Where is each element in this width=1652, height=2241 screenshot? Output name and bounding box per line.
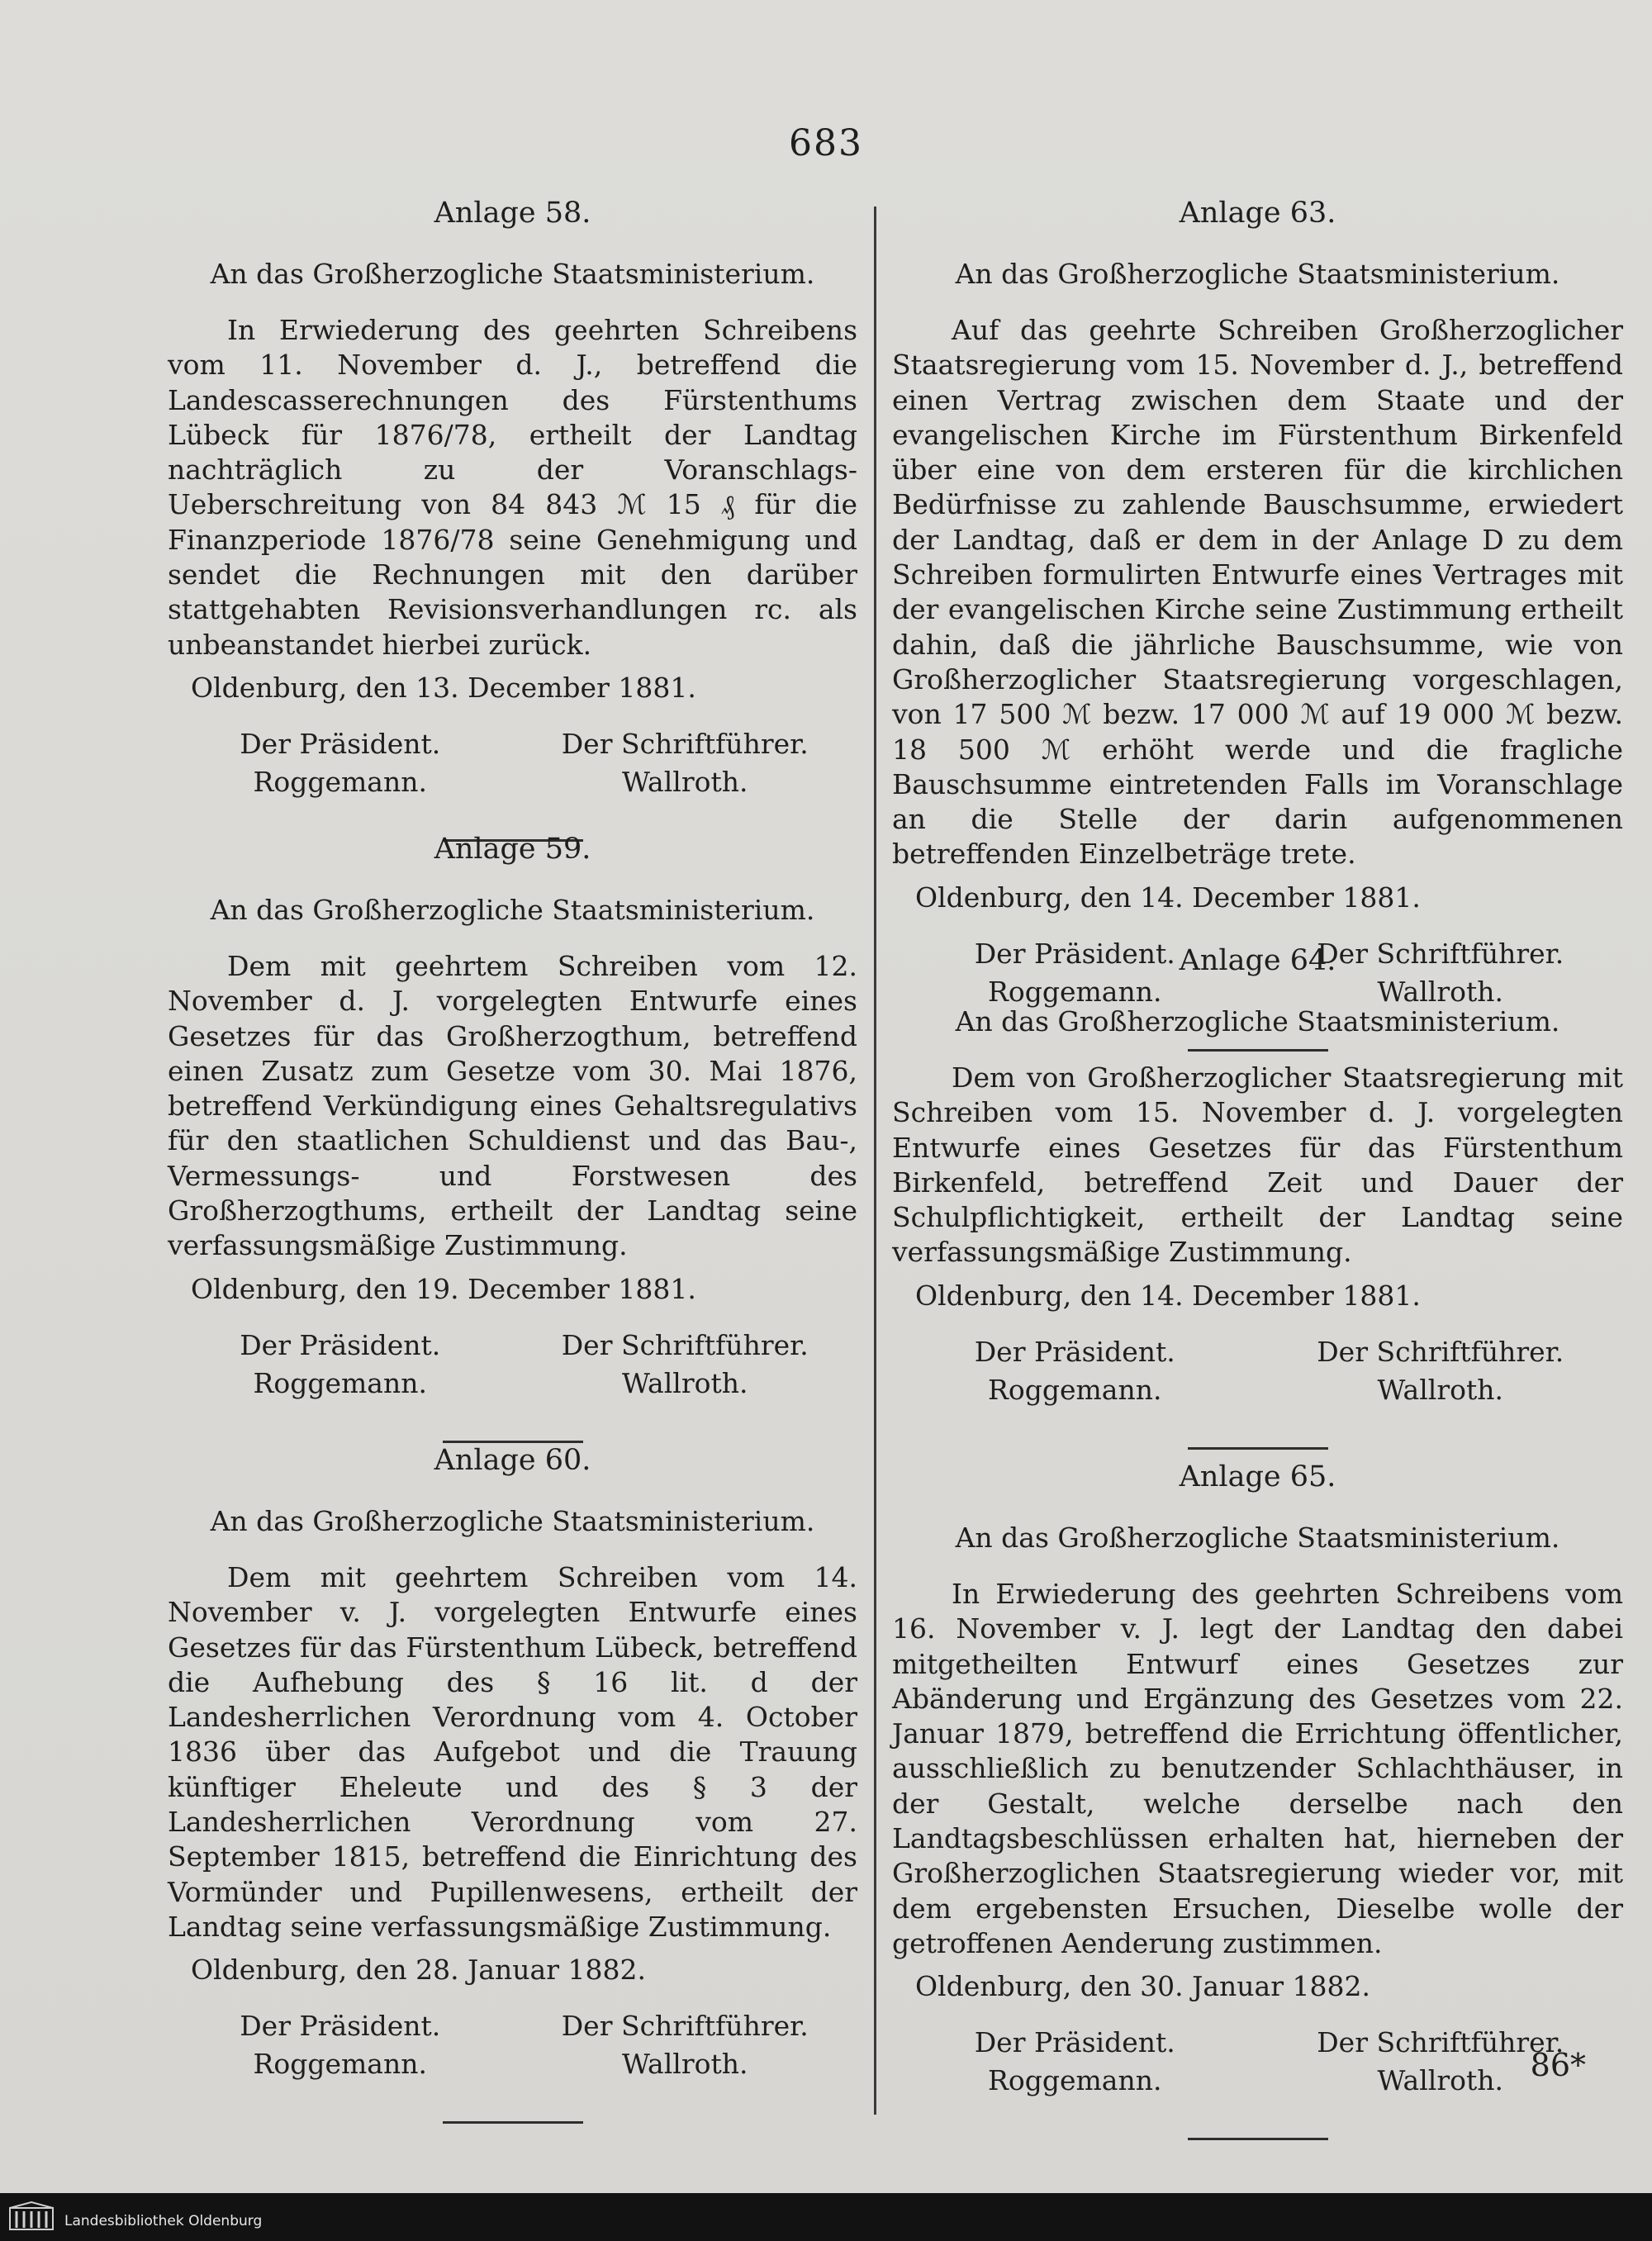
secretary-label: Der Schriftführer. [1317,1335,1564,1368]
annex-60 [168,1441,857,2124]
library-building-icon [8,2201,55,2231]
president-signature [168,725,513,801]
annex-body: Dem von Großherzoglicher Staatsregierung mit Schreiben vom 15. November d. J. vorgelegten Entwurfe eines Gesetzes für das Fürstenthum Birkenfeld, betreffend Zeit und Dauer der Schulpflichtigkeit, ertheilt der Landtag seine verfassungsmäßige Zustimmung. [892,1061,1623,1269]
secretary-name: Wallroth. [622,765,748,798]
secretary-label: Der Schriftführer. [561,727,809,760]
secretary-label: Der Schriftführer. [1317,2026,1564,2059]
president-signature [168,2007,513,2083]
president-name: Roggemann. [253,2048,427,2081]
annex-date: Oldenburg, den 14. December 1881. [915,881,1421,914]
annex-addressee: An das Großherzogliche Staatsministerium. [955,258,1560,290]
annex-addressee: An das Großherzogliche Staatsministerium. [210,1505,815,1537]
president-name: Roggemann. [253,765,427,798]
annex-body: In Erwiederung des geehrten Schreibens vom 16. November v. J. legt der Landtag den dabei mitgetheilten Entwurf eines Gesetzes zur Abänderung und Ergänzung des Gesetzes vom 22. Januar 1879, betreffend die Errichtung öffentlicher, ausschließlich zu benutzender Schlachthäuser, in der Gestalt, welche derselbe nach den Landtagsbeschlüssen erhalten hat, hierneben der Großherzoglichen Staatsregierung wieder vor, mit dem ergebensten Ersuchen, Dieselbe wolle der getroffenen Aenderung zustimmen. [892,1578,1623,1959]
annex-date: Oldenburg, den 30. Januar 1882. [915,1970,1370,2003]
annex-title: Anlage 63. [1179,197,1336,230]
annex-title: Anlage 65. [1179,1460,1336,1493]
signature-block [892,2024,1623,2100]
secretary-name: Wallroth. [622,2048,748,2081]
page-number: 683 [789,122,863,164]
president-label: Der Präsident. [240,727,441,760]
secretary-label: Der Schriftführer. [1317,937,1564,970]
president-label: Der Präsident. [240,2010,441,2043]
signature-block [168,725,857,801]
president-name: Roggemann. [253,1366,427,1399]
president-label: Der Präsident. [974,937,1175,970]
secretary-label: Der Schriftführer. [561,1328,809,1361]
section-rule [1188,2138,1328,2140]
annex-addressee: An das Großherzogliche Staatsministerium. [955,1522,1560,1554]
president-signature [168,1327,513,1403]
column-divider [874,207,876,2115]
annex-64 [892,942,1623,1450]
secretary-label: Der Schriftführer. [561,2010,809,2043]
secretary-name: Wallroth. [622,1366,748,1399]
annex-59 [168,830,857,1443]
annex-date: Oldenburg, den 14. December 1881. [915,1279,1421,1312]
annex-title: Anlage 64. [1179,944,1336,977]
president-label: Der Präsident. [240,1328,441,1361]
annex-body: Dem mit geehrtem Schreiben vom 12. November d. J. vorgelegten Entwurfe eines Gesetzes für das Großherzogthum, betreffend einen Zusatz zum Gesetze vom 30. Mai 1876, betreffend Verkündigung eines Gehaltsregulativs für den staatlichen Schuldienst und das Bau-, Vermessungs- und Forstwesen des Großherzogthums, ertheilt der Landtag seine verfassungsmäßige Zustimmung. [168,950,857,1262]
signature-block [892,1333,1623,1409]
president-signature [892,2024,1258,2100]
annex-58 [168,194,857,842]
annex-title: Anlage 58. [434,197,591,230]
annex-date: Oldenburg, den 13. December 1881. [191,671,696,704]
secretary-name: Wallroth. [1377,975,1503,1008]
library-name[interactable]: Landesbibliothek Oldenburg [64,2213,263,2229]
annex-body: In Erwiederung des geehrten Schreibens vom 11. November d. J., betreffend die Landescasserechnungen des Fürstenthums Lübeck für 1876/78, ertheilt der Landtag nachträglich zu der Voranschlags-Ueberschreitung von 84 843 ℳ 15 ₰ für die Finanzperiode 1876/78 seine Genehmigung und sendet die Rechnungen mit den darüber stattgehabten Revisionsverhandlungen rc. als unbeanstandet hierbei zurück. [168,314,857,661]
annex-title: Anlage 59. [434,833,591,866]
president-label: Der Präsident. [974,1335,1175,1368]
annex-date: Oldenburg, den 19. December 1881. [191,1272,696,1305]
secretary-name: Wallroth. [1377,2064,1503,2097]
section-rule [1188,1447,1328,1450]
printer-signature-mark: 86* [1530,2047,1586,2083]
annex-63 [892,194,1623,1052]
president-name: Roggemann. [988,1373,1162,1406]
annex-body: Auf das geehrte Schreiben Großherzoglicher Staatsregierung vom 15. November d. J., betreffend einen Vertrag zwischen dem Staate und der evangelischen Kirche im Fürstenthum Birkenfeld über eine von dem ersteren für die kirchlichen Bedürfnisse zu zahlende Bauschsumme, erwiedert der Landtag, daß er dem in der Anlage D zu dem Schreiben formulirten Entwurfe eines Vertrages mit der evangelischen Kirche seine Zustimmung ertheilt dahin, daß die jährliche Bauschsumme, wie von Großherzoglicher Staatsregierung vorgeschlagen, von 17 500 ℳ bezw. 17 000 ℳ auf 19 000 ℳ bezw. 18 500 ℳ erhöht werde und die fragliche Bauschsumme eintretenden Falls im Voranschlage an die Stelle der darin aufgenommenen betreffenden Einzelbeträge trete. [892,314,1623,871]
annex-65 [892,1458,1623,2140]
secretary-signature [513,725,858,801]
footer-bar [0,2193,1652,2241]
signature-block [168,1327,857,1403]
section-rule [443,2121,583,2124]
annex-body: Dem mit geehrtem Schreiben vom 14. November v. J. vorgelegten Entwurfe eines Gesetzes für das Fürstenthum Lübeck, betreffend die Aufhebung des § 16 lit. d der Landesherrlichen Verordnung vom 4. October 1836 über das Aufgebot und die Trauung künftiger Eheleute und des § 3 der Landesherrlichen Verordnung vom 27. September 1815, betreffend die Einrichtung des Vormünder und Pupillenwesens, ertheilt der Landtag seine verfassungsmäßige Zustimmung. [168,1561,857,1943]
signature-block [168,2007,857,2083]
president-name: Roggemann. [988,975,1162,1008]
secretary-signature [513,1327,858,1403]
secretary-signature [513,2007,858,2083]
president-signature [892,1333,1258,1409]
annex-addressee: An das Großherzogliche Staatsministerium. [955,1005,1560,1037]
annex-addressee: An das Großherzogliche Staatsministerium. [210,258,815,290]
president-label: Der Präsident. [974,2026,1175,2059]
secretary-name: Wallroth. [1377,1373,1503,1406]
annex-date: Oldenburg, den 28. Januar 1882. [191,1954,646,1987]
secretary-signature [1258,1333,1624,1409]
annex-title: Anlage 60. [434,1444,591,1477]
president-name: Roggemann. [988,2064,1162,2097]
annex-addressee: An das Großherzogliche Staatsministerium. [210,894,815,926]
